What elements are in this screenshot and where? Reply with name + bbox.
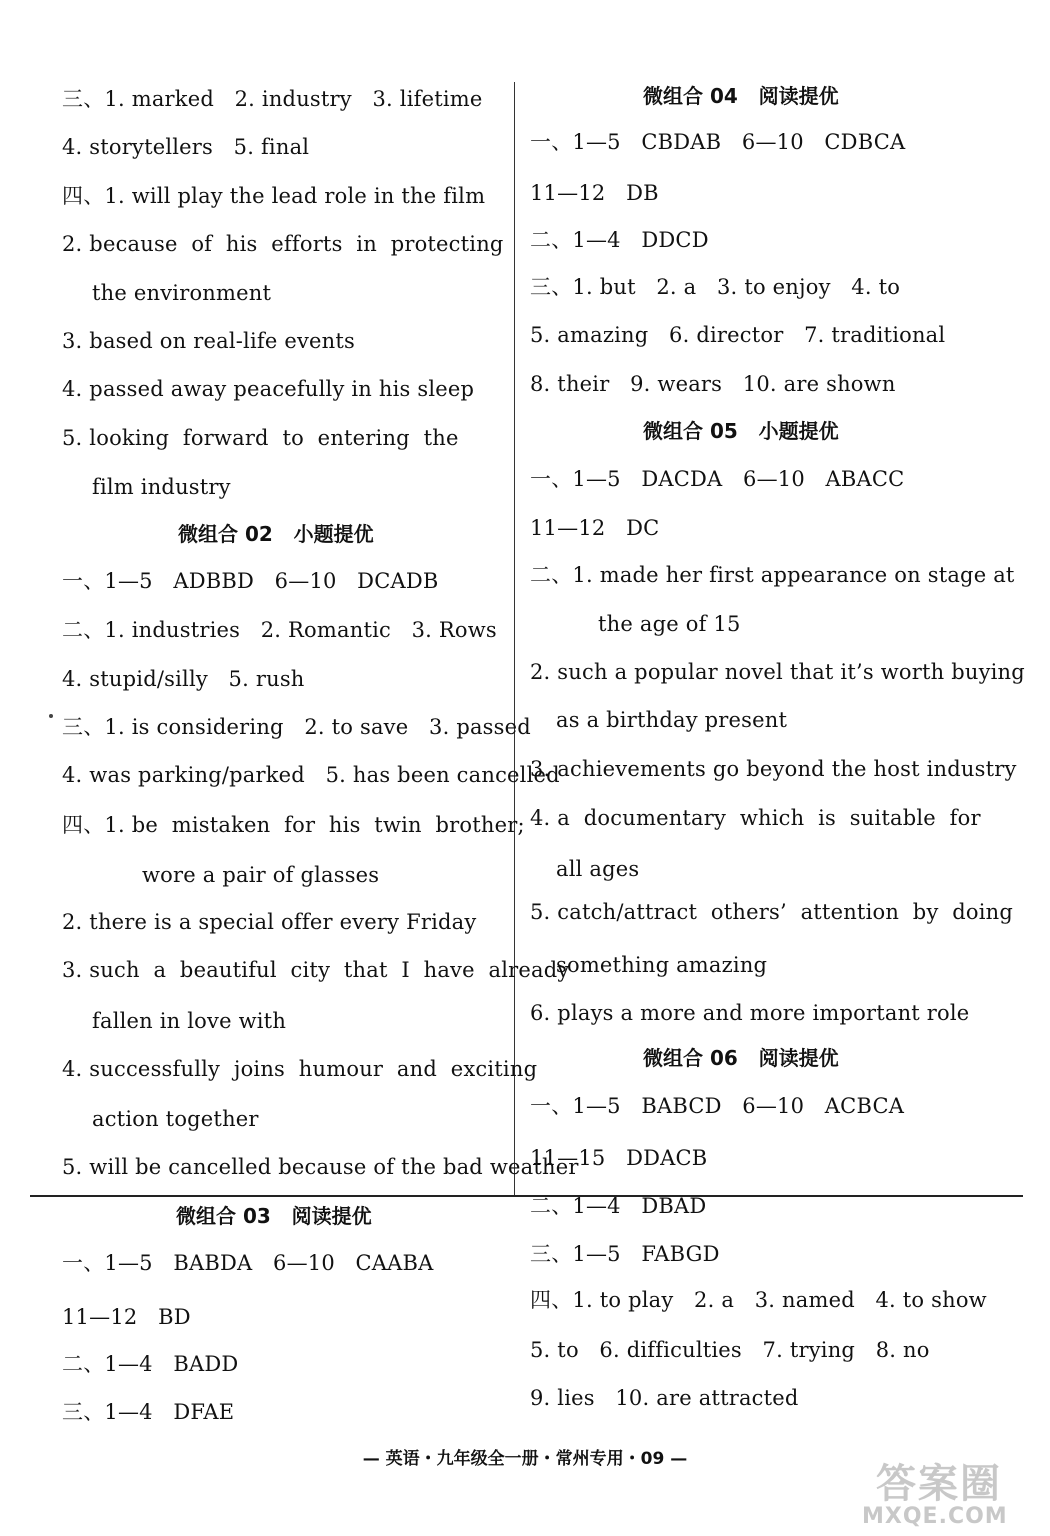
answer-line: the age of 15 (598, 612, 741, 636)
answer-line: 4. a documentary which is suitable for (530, 806, 981, 830)
answer-line: 4. successfully joins humour and exciting (62, 1057, 538, 1081)
section-heading-03: 微组合 03 阅读提优 (176, 1204, 372, 1228)
answer-line: 二、1. industries 2. Romantic 3. Rows (62, 618, 497, 642)
answer-line: 4. storytellers 5. final (62, 135, 310, 159)
answer-line: 5. looking forward to entering the (62, 426, 459, 450)
answer-line: as a birthday present (556, 708, 788, 732)
column-divider (514, 82, 515, 1197)
answer-line: 11—12 BD (62, 1305, 191, 1329)
answer-line: the environment (92, 281, 272, 305)
answer-line: 2. there is a special offer every Friday (62, 910, 477, 934)
answer-line: 2. such a popular novel that it’s worth buying (530, 660, 1025, 684)
answer-line: 5. to 6. difficulties 7. trying 8. no (530, 1338, 930, 1362)
answer-line: 三、1. but 2. a 3. to enjoy 4. to (530, 275, 901, 299)
answer-line: 4. was parking/parked 5. has been cancelled (62, 763, 560, 787)
answer-line: 9. lies 10. are attracted (530, 1386, 799, 1410)
answer-line: all ages (556, 857, 640, 881)
answer-line: 四、1. be mistaken for his twin brother; (62, 813, 525, 837)
answer-line: 四、1. will play the lead role in the film (62, 184, 486, 208)
margin-mark (49, 714, 53, 718)
answer-line: 二、1. made her first appearance on stage at (530, 563, 1015, 587)
answer-line: 3. based on real-life events (62, 329, 356, 353)
answer-line: 11—15 DDACB (530, 1146, 708, 1170)
answer-line: 三、1. is considering 2. to save 3. passed (62, 715, 531, 739)
answer-line: 3. achievements go beyond the host industry (530, 757, 1017, 781)
answer-line: 二、1—4 DBAD (530, 1194, 707, 1218)
answer-line: 一、1—5 DACDA 6—10 ABACC (530, 467, 905, 491)
section-heading-02: 微组合 02 小题提优 (178, 522, 374, 546)
answer-line: 二、1—4 BADD (62, 1352, 239, 1376)
answer-line: fallen in love with (92, 1009, 287, 1033)
watermark-logo (862, 1452, 1042, 1532)
answer-line: 11—12 DC (530, 516, 660, 540)
answer-line: wore a pair of glasses (142, 863, 380, 887)
section-heading-05: 微组合 05 小题提优 (643, 419, 839, 443)
answer-line: 三、1—4 DFAE (62, 1400, 235, 1424)
answer-line: 2. because of his efforts in protecting (62, 232, 504, 256)
answer-line: 8. their 9. wears 10. are shown (530, 372, 896, 396)
section-heading-06: 微组合 06 阅读提优 (643, 1046, 839, 1070)
answer-line: 一、1—5 BABDA 6—10 CAABA (62, 1251, 434, 1275)
answer-line: 5. catch/attract others’ attention by doing (530, 900, 1014, 924)
answer-line: film industry (92, 475, 231, 499)
answer-line: 5. amazing 6. director 7. traditional (530, 323, 946, 347)
answer-line: 6. plays a more and more important role (530, 1001, 970, 1025)
answer-line: 一、1—5 BABCD 6—10 ACBCA (530, 1094, 905, 1118)
answer-line: 一、1—5 CBDAB 6—10 CDBCA (530, 130, 906, 154)
watermark-url: MXQE.COM (862, 1504, 1008, 1529)
answer-line: action together (92, 1107, 259, 1131)
watermark-title: 答案圈 (876, 1461, 1002, 1507)
answer-line: 5. will be cancelled because of the bad weather (62, 1155, 579, 1179)
answer-line: something amazing (556, 953, 768, 977)
answer-line: 三、1—5 FABGD (530, 1242, 720, 1266)
answer-line: 4. stupid/silly 5. rush (62, 667, 305, 691)
section-heading-04: 微组合 04 阅读提优 (643, 84, 839, 108)
answer-line: 三、1. marked 2. industry 3. lifetime (62, 87, 483, 111)
answer-line: 11—12 DB (530, 181, 659, 205)
page-footer: — 英语・九年级全一册・常州专用・09 — (362, 1449, 688, 1469)
answer-line: 二、1—4 DDCD (530, 228, 709, 252)
answer-line: 3. such a beautiful city that I have already (62, 958, 570, 982)
answer-line: 4. passed away peacefully in his sleep (62, 377, 475, 401)
section-divider (30, 1195, 1023, 1197)
answer-line: 四、1. to play 2. a 3. named 4. to show (530, 1288, 987, 1312)
answer-line: 一、1—5 ADBBD 6—10 DCADB (62, 569, 439, 593)
